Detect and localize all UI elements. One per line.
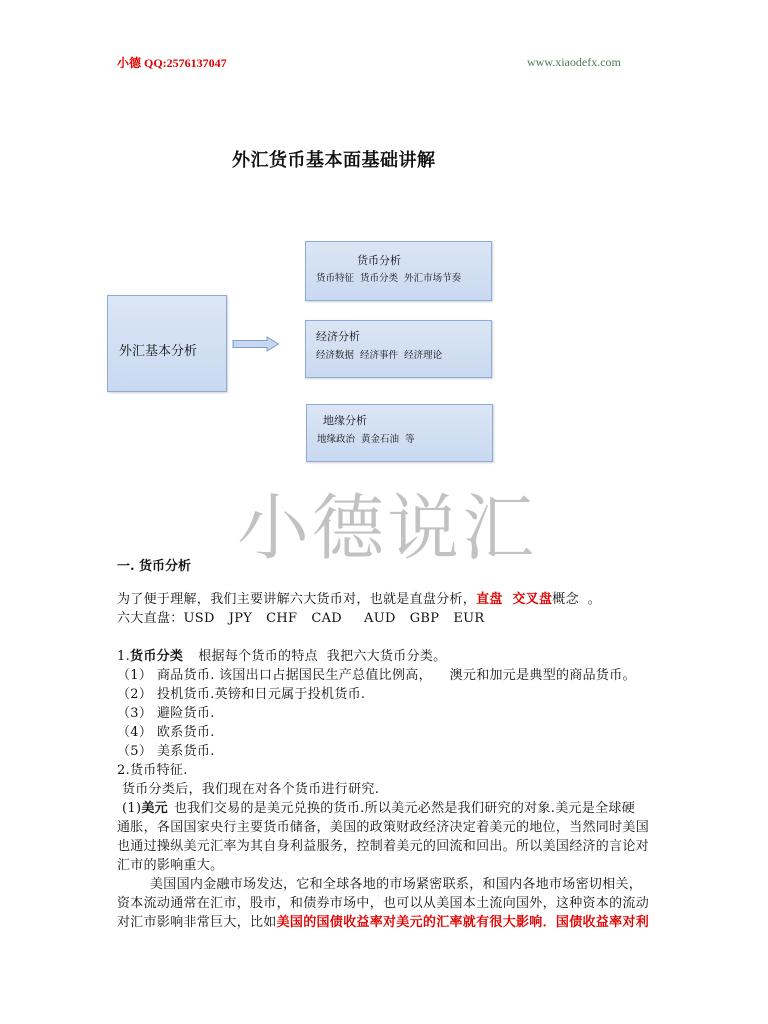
watermark: 小德说汇 <box>237 486 538 570</box>
branch-title: 地缘分析 <box>323 414 367 427</box>
list-item-text: 美系货币. <box>157 744 215 759</box>
paragraph-text: 对汇市影响非常巨大，比如 <box>117 915 277 930</box>
classification-heading-line <box>117 648 446 666</box>
list-item-number: （4） <box>117 725 153 740</box>
paragraph-line: 美国国内金融市场发达，它和全球各地的市场紧密联系，和国内各地市场密切相关， <box>150 877 643 892</box>
currency-code: JPY <box>228 611 253 626</box>
diagram-root-label: 外汇基本分析 <box>119 344 198 359</box>
intro-highlight: 直盘 交叉盘 <box>476 592 553 607</box>
paragraph-line: 汇市的影响重大。 <box>117 858 224 873</box>
usd-name: 美元 <box>141 801 168 816</box>
list-item <box>117 724 215 742</box>
paragraph-highlight: 美国的国债收益率对美元的汇率就有很大影响．国债收益率对利 <box>276 915 650 930</box>
list-item <box>117 743 215 761</box>
diagram-branch-currency <box>305 241 492 301</box>
right-block-arrow-icon <box>232 336 280 352</box>
usd-first-line <box>122 800 635 818</box>
list-item-number: （3） <box>117 706 153 721</box>
diagram-branch-geopolitics <box>306 404 493 462</box>
list-item-number: （5） <box>117 744 153 759</box>
list-item <box>117 686 365 704</box>
paragraph-line: 资本流动通常在汇市，股市，和债券市场中，也可以从美国本土流向国外，这种资本的流动 <box>117 896 650 911</box>
branch-items: 经济数据 经济事件 经济理论 <box>316 350 443 361</box>
branch-title: 货币分析 <box>357 254 401 267</box>
currency-code: CAD <box>311 611 343 626</box>
classification-number: 1. <box>117 649 131 664</box>
list-item <box>117 667 636 685</box>
usd-text: 也我们交易的是美元兑换的货币.所以美元必然是我们研究的对象.美元是全球硬 <box>173 801 636 816</box>
list-item <box>117 705 215 723</box>
currency-code: EUR <box>453 611 485 626</box>
characteristics-heading: 2.货币特征. <box>117 763 188 778</box>
usd-number: (1) <box>122 801 142 816</box>
header-website: www.xiaodefx.com <box>527 55 621 69</box>
currency-code: GBP <box>409 611 440 626</box>
currency-code: CHF <box>266 611 298 626</box>
list-item-number: （1） <box>117 668 153 683</box>
intro-text-after: 概念 。 <box>552 592 602 607</box>
diagram-branch-economy <box>305 320 492 378</box>
page-title: 外汇货币基本面基础讲解 <box>232 150 436 171</box>
list-item-text: 欧系货币. <box>157 725 215 740</box>
list-item-text: 投机货币.英镑和日元属于投机货币. <box>157 687 366 702</box>
characteristics-intro: 货币分类后，我们现在对各个货币进行研究. <box>122 782 380 797</box>
list-item-text: 避险货币. <box>157 706 215 721</box>
section-heading: 一. 货币分析 <box>117 559 192 574</box>
paragraph-line: 通胀，各国国家央行主要货币储备，美国的政策财政经济决定着美元的地位，当然同时美国 <box>117 820 650 835</box>
branch-items: 货币特征 货币分类 外汇市场节奏 <box>316 273 462 284</box>
list-item-number: （2） <box>117 687 153 702</box>
currency-code: AUD <box>364 611 396 626</box>
list-item-text: 商品货币. 该国出口占据国民生产总值比例高， 澳元和加元是典型的商品货币。 <box>157 668 636 683</box>
branch-title: 经济分析 <box>316 330 360 343</box>
paragraph-last-line <box>117 914 649 932</box>
intro-text: 为了便于理解，我们主要讲解六大货币对，也就是直盘分析， <box>117 592 477 607</box>
header-contact: 小德 QQ:2576137047 <box>117 56 227 70</box>
currency-code: USD <box>183 611 215 626</box>
diagram-root-box <box>107 295 227 392</box>
paragraph-line: 也通过操纵美元汇率为其自身利益服务，控制着美元的回流和回出。所以美国经济的言论对 <box>117 839 650 854</box>
branch-items: 地缘政治 黄金石油 等 <box>317 434 415 445</box>
classification-text: 根据每个货币的特点 我把六大货币分类。 <box>198 649 447 664</box>
intro-line <box>117 591 601 609</box>
majors-label: 六大直盘： <box>117 611 184 626</box>
classification-heading: 货币分类 <box>130 649 184 664</box>
majors-line <box>117 610 498 628</box>
